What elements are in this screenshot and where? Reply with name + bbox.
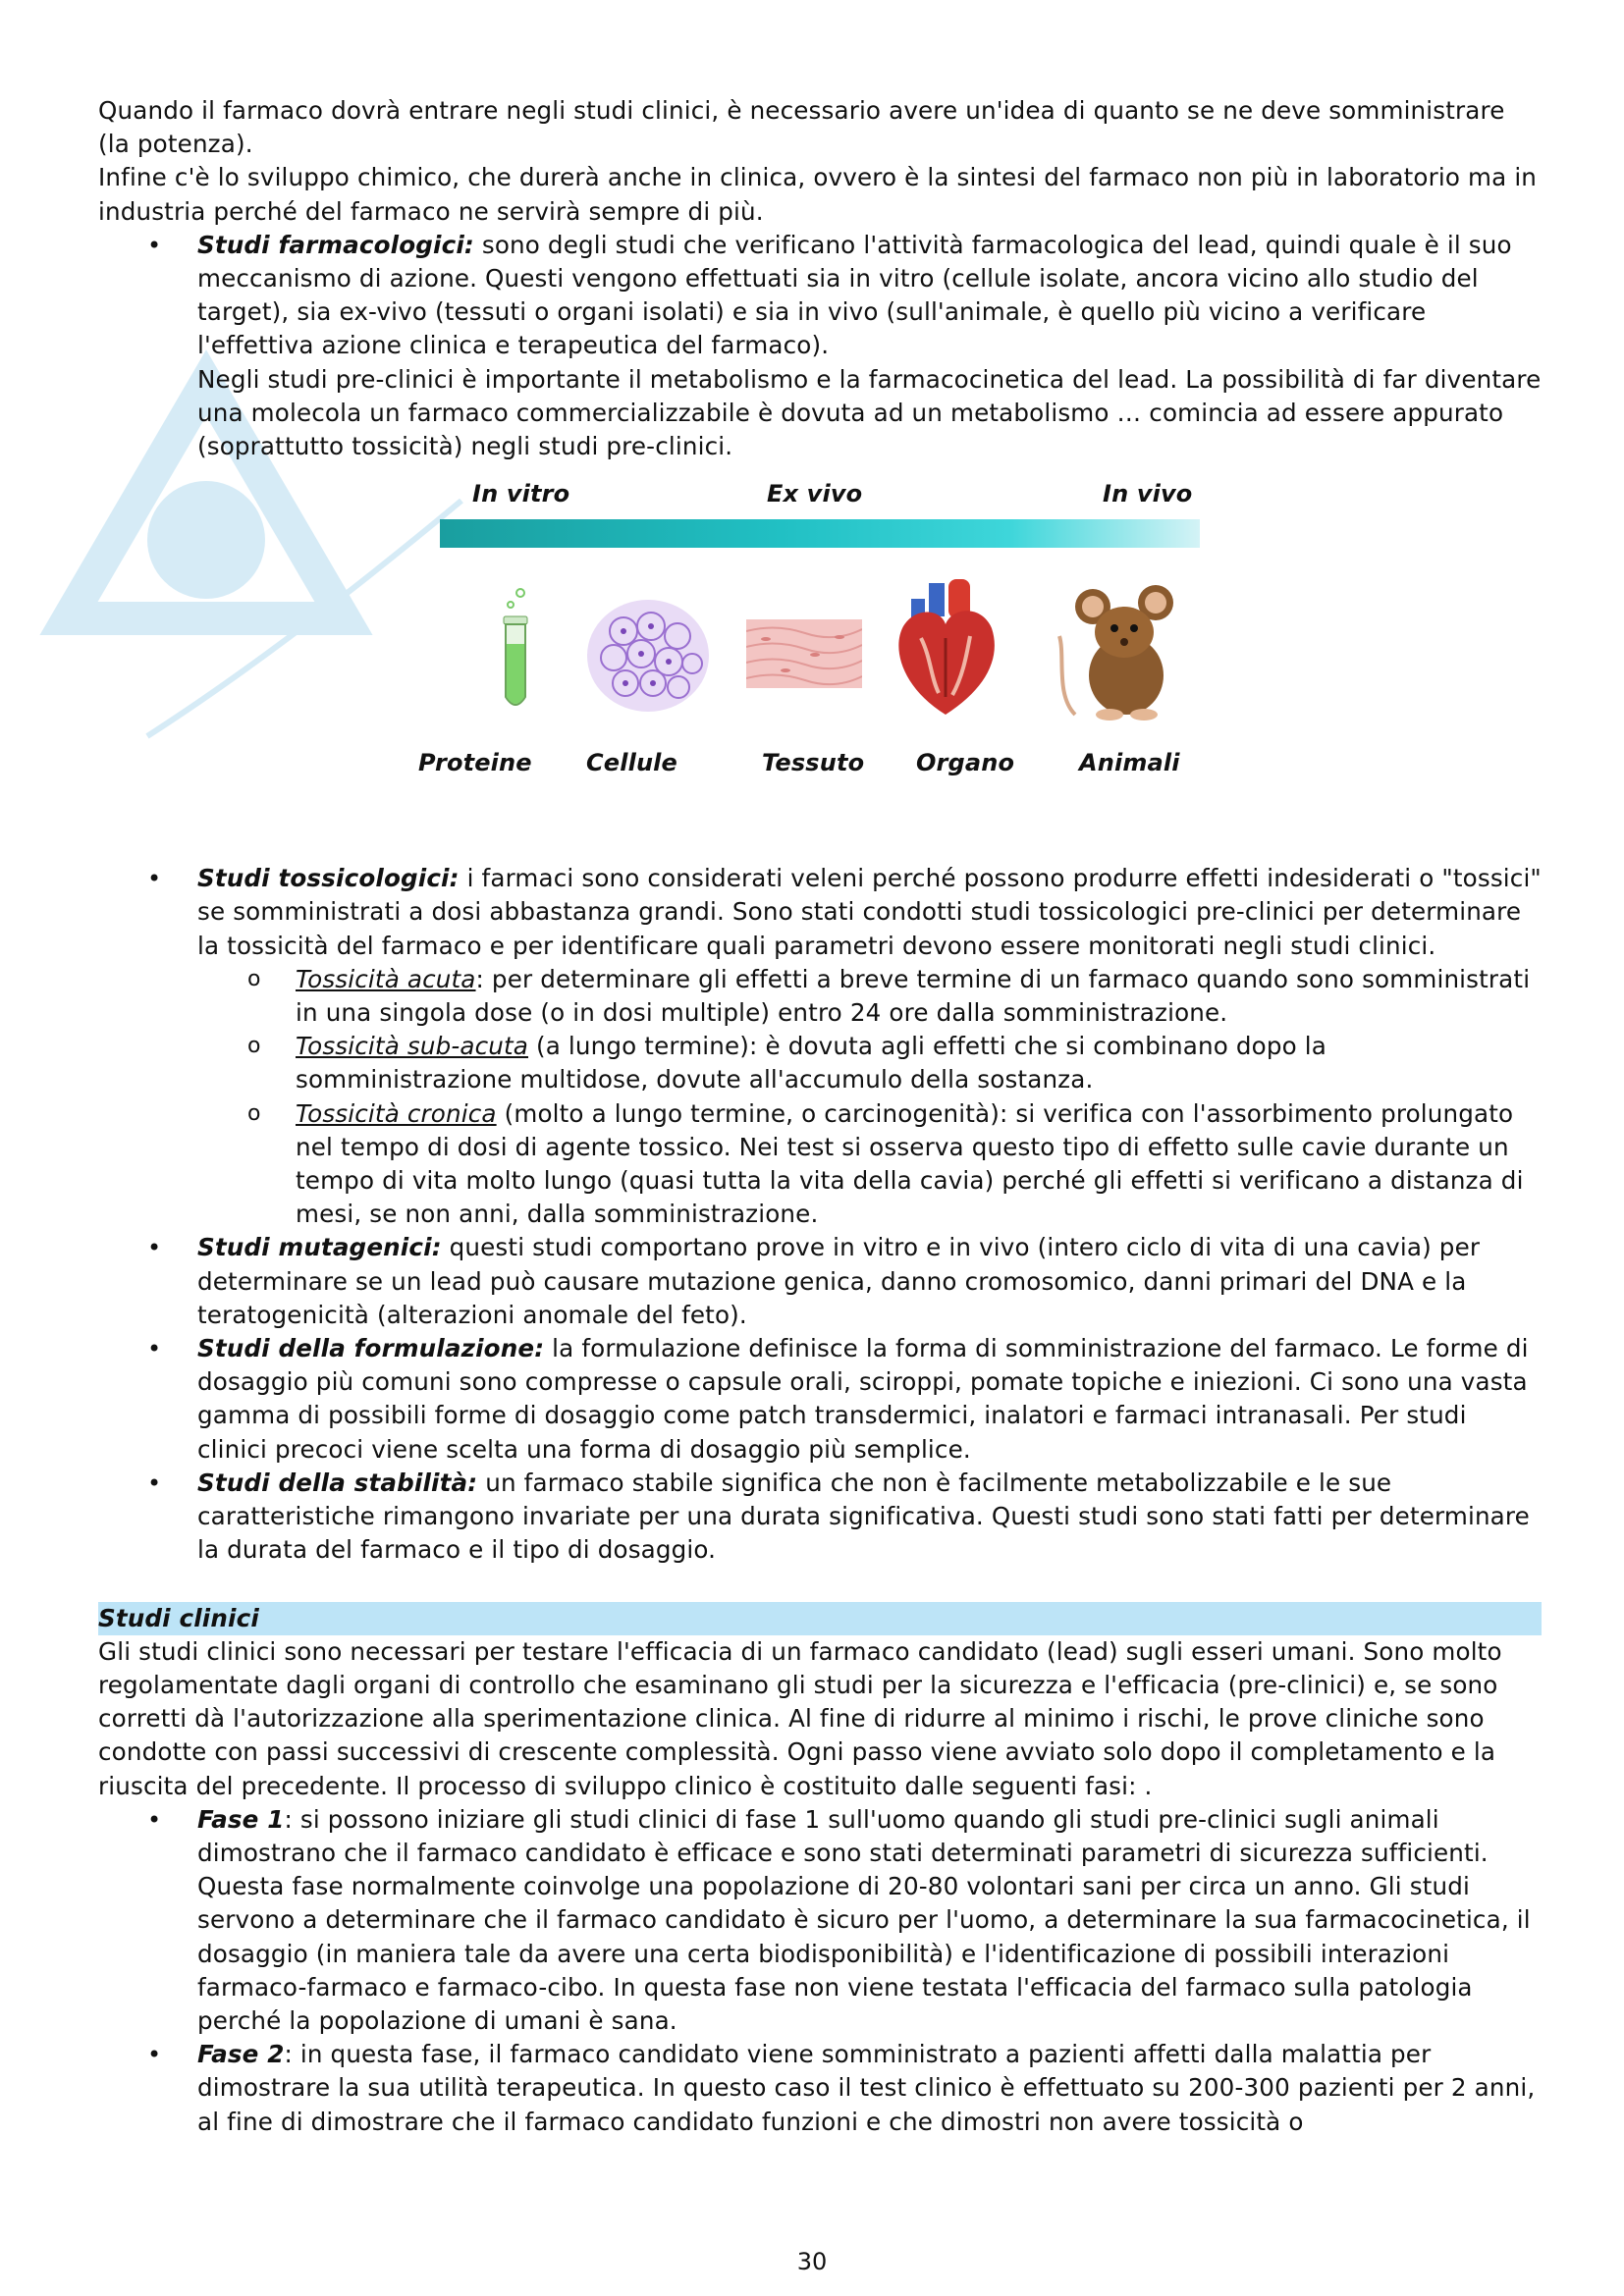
- bullet: •: [147, 1335, 162, 1363]
- list-item-farmacologici: [98, 229, 1542, 363]
- farmacologici-text: sono degli studi che verificano l'attività farmacologica del lead, quindi quale è il suo meccanismo di azione. Questi vengono effettuati sia in vitro (cellule isolate, ancora vicino allo studio del target), sia ex-vivo (tessuti o organi isolati) e sia in vivo (sull'animale, è quello più vicino a verificare l'effettiva azione clinica e terapeutica del farmaco).: [197, 230, 1512, 360]
- figure-item-organo: Organo: [916, 749, 1015, 777]
- mutagenici-text: questi studi comportano prove in vitro e in vivo (intero ciclo di vita di una cavia) per determinare se un lead può causare mutazione genica, danno cromosomico, danni primari del DNA e la teratogenicità (alterazioni anomale del feto).: [197, 1233, 1481, 1329]
- gradient-scale-bar: [440, 519, 1200, 548]
- figure-item-tessuto: Tessuto: [762, 749, 865, 777]
- list-item-formulazione: [98, 1332, 1542, 1467]
- list-item-stabilita: [98, 1467, 1542, 1568]
- scale-label-in-vitro: In vitro: [472, 480, 570, 508]
- bullet: •: [147, 1468, 162, 1497]
- fase-2-title: Fase 2: [197, 2040, 285, 2069]
- bullet: •: [147, 1234, 162, 1262]
- sub-bullet: o: [247, 1100, 261, 1126]
- formulazione-text: la formulazione definisce la forma di somministrazione del farmaco. Le forme di dosaggio più comuni sono compresse o capsule orali, sciroppi, pomate topiche e iniezioni. Ci sono una vasta gamma di possibili forme di dosaggio come patch transdermici, inalatori e farmaci intranasali. Per studi clinici precoci viene scelta una forma di dosaggio più semplice.: [197, 1334, 1529, 1464]
- scale-label-ex-vivo: Ex vivo: [767, 480, 863, 508]
- list-item-tossicologici: [98, 862, 1542, 963]
- heart-organ-icon: [892, 579, 1000, 717]
- sub-text: : per determinare gli effetti a breve termine di un farmaco quando sono somministrati in una singola dose (o in dosi multiple) entro 24 ore dalla somministrazione.: [296, 964, 1531, 1028]
- bullet: •: [147, 865, 162, 893]
- fase-2-text: : in questa fase, il farmaco candidato viene somministrato a pazienti affetti dalla malattia per dimostrare la sua utilità terapeutica. In questo caso il test clinico è effettuato su 200-300 pazienti per 2 anni, al fine di dimostrare che il farmaco candidato funzioni e che dimostri non avere tossicità o: [197, 2040, 1536, 2136]
- mutagenici-title: Studi mutagenici:: [197, 1233, 442, 1262]
- sub-item-tossicita-sub-acuta: [98, 1030, 1542, 1096]
- sub-text: (molto a lungo termine, o carcinogenità): si verifica con l'assorbimento prolungato nel tempo di dosi di agente tossico. Nei test si osserva questo tipo di effetto sulle cavie durante un tempo di vita molto lungo (quasi tutta la vita della cavia) perché gli effetti si verificano a distanza di mesi, se non anni, dalla somministrazione.: [296, 1098, 1524, 1229]
- tissue-icon: [746, 619, 862, 688]
- formulazione-title: Studi della formulazione:: [197, 1334, 545, 1363]
- bullet: •: [147, 1805, 162, 1834]
- mouse-animal-icon: [1046, 577, 1183, 724]
- sub-item-tossicita-acuta: [98, 963, 1542, 1030]
- sub-term: Tossicità acuta: [296, 964, 476, 993]
- figure-item-proteine: Proteine: [418, 749, 532, 777]
- bullet: •: [147, 231, 162, 259]
- figure-item-cellule: Cellule: [586, 749, 677, 777]
- intro-paragraph-1: Quando il farmaco dovrà entrare negli studi clinici, è necessario avere un'idea di quanto se ne deve somministrare (la potenza).: [98, 96, 1505, 159]
- section-heading-studi-clinici: Studi clinici: [98, 1602, 1542, 1635]
- test-tube-icon: [491, 587, 540, 715]
- tossicologici-title: Studi tossicologici:: [197, 864, 460, 893]
- clinici-intro: Gli studi clinici sono necessari per testare l'efficacia di un farmaco candidato (lead) sugli esseri umani. Sono molto regolamentate dagli organi di controllo che esaminano gli studi per la sicurezza e l'efficacia (pre-clinici) e, se sono corretti dà l'autorizzazione alla sperimentazione clinica. Al fine di ridurre al minimo i rischi, le prove cliniche sono condotte con passi successivi di crescente complessità. Ogni passo viene avviato solo dopo il completamento e la riuscita del precedente. Il processo di sviluppo clinico è costituito dalle seguenti fasi: .: [98, 1636, 1502, 1800]
- bullet: •: [147, 2041, 162, 2069]
- in-vitro-in-vivo-figure: [98, 469, 1542, 850]
- sub-term: Tossicità sub-acuta: [296, 1032, 529, 1061]
- farmacologici-title: Studi farmacologici:: [197, 230, 474, 259]
- sub-term: Tossicità cronica: [296, 1098, 497, 1128]
- sub-item-tossicita-cronica: [98, 1097, 1542, 1232]
- sub-bullet: o: [247, 966, 261, 991]
- stabilita-title: Studi della stabilità:: [197, 1468, 478, 1497]
- scale-label-in-vivo: In vivo: [1103, 480, 1193, 508]
- cells-icon: [584, 597, 712, 715]
- fase-1-title: Fase 1: [197, 1804, 285, 1834]
- list-item-fase-2: [98, 2038, 1542, 2139]
- fase-1-text: : si possono iniziare gli studi clinici di fase 1 sull'uomo quando gli studi pre-clinici sugli animali dimostrano che il farmaco candidato è efficace e sono stati determinati parametri di sicurezza sufficienti. Questa fase normalmente coinvolge una popolazione di 20-80 volontari sani per circa un anno. Gli studi servono a determinare che il farmaco candidato è sicuro per l'uomo, a determinare la sua farmacocinetica, il dosaggio (in maniera tale da avere una certa biodisponibilità) e l'identificazione di possibili interazioni farmaco-farmaco e farmaco-cibo. In questa fase non viene testata l'efficacia del farmaco sulla patologia perché la popolazione di umani è sana.: [197, 1804, 1531, 2035]
- document-page: [98, 94, 1542, 2139]
- list-item-fase-1: [98, 1803, 1542, 2038]
- page-number: 30: [796, 2248, 828, 2275]
- sub-text: (a lungo termine): è dovuta agli effetti che si combinano dopo la somministrazione multidose, dovute all'accumulo della sostanza.: [296, 1032, 1326, 1095]
- tossicologici-text: i farmaci sono considerati veleni perché possono produrre effetti indesiderati o "tossici" se somministrati a dosi abbastanza grandi. Sono stati condotti studi tossicologici pre-clinici per determinare la tossicità del farmaco e per identificare quali parametri devono essere monitorati negli studi clinici.: [197, 864, 1542, 960]
- figure-item-animali: Animali: [1079, 749, 1180, 777]
- farmacologici-text-2: Negli studi pre-clinici è importante il metabolismo e la farmacocinetica del lead. La possibilità di far diventare una molecola un farmaco commercializzabile è dovuta ad un metabolismo … comincia ad essere appurato (soprattutto tossicità) negli studi pre-clinici.: [197, 364, 1542, 461]
- list-item-mutagenici: [98, 1231, 1542, 1332]
- sub-bullet: o: [247, 1034, 261, 1059]
- intro-paragraph-2: Infine c'è lo sviluppo chimico, che durerà anche in clinica, ovvero è la sintesi del farmaco non più in laboratorio ma in industria perché del farmaco ne servirà sempre di più.: [98, 163, 1538, 226]
- stabilita-text: un farmaco stabile significa che non è facilmente metabolizzabile e le sue caratteristiche rimangono invariate per una durata significativa. Questi studi sono stati fatti per determinare la durata del farmaco e il tipo di dosaggio.: [197, 1468, 1530, 1565]
